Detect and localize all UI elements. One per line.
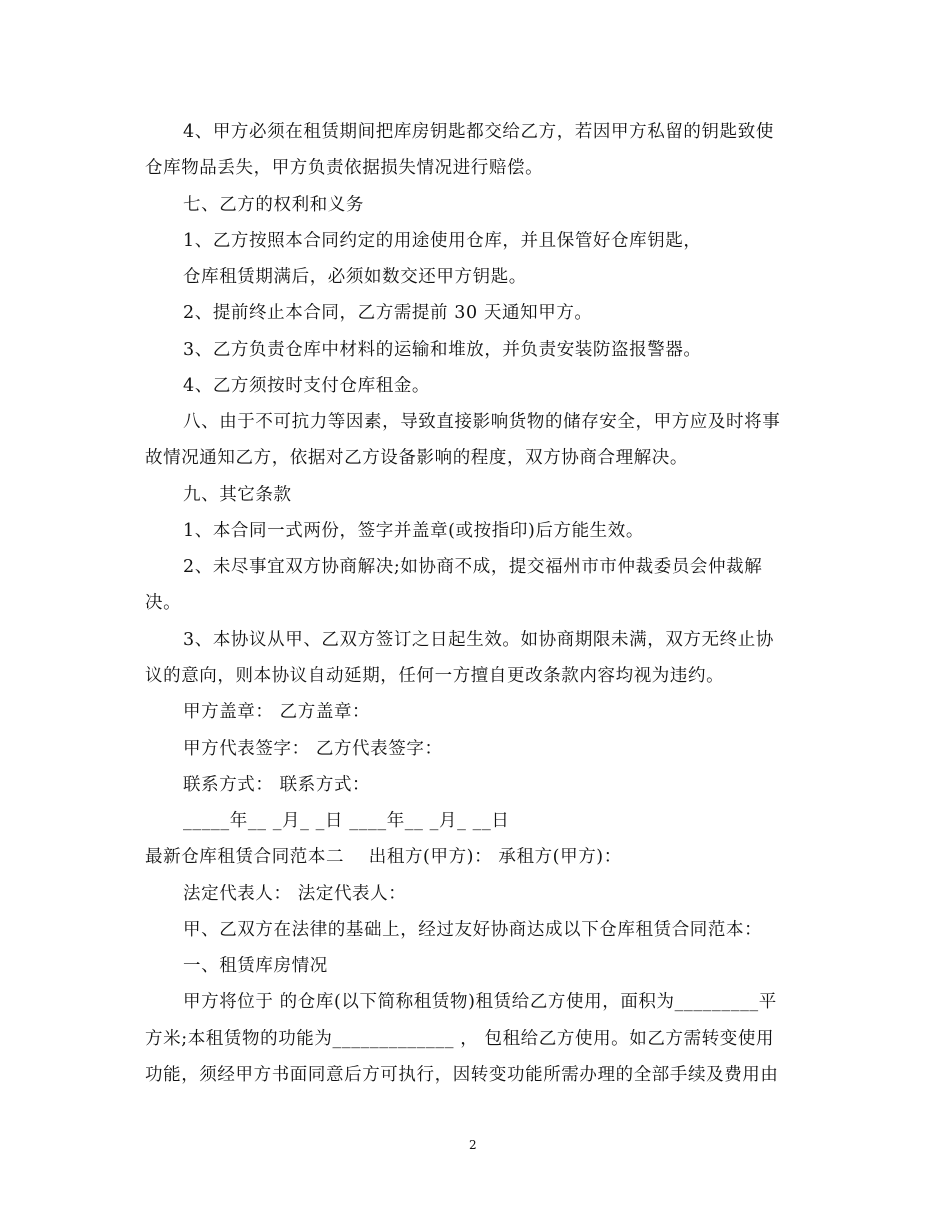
date-line: _____年__ _月_ _日 ____年__ _月_ __日 [183, 811, 510, 831]
text-line: 法定代表人： 法定代表人： [183, 884, 407, 904]
signature-line: 甲方代表签字： 乙方代表签字： [183, 739, 443, 759]
signature-line: 甲方盖章： 乙方盖章： [183, 702, 371, 722]
text-line: 甲方将位于 的仓库(以下简称租赁物)租赁给乙方使用，面积为_________平 [183, 992, 777, 1012]
text-line: 议的意向，则本协议自动延期，任何一方擅自更改条款内容均视为违约。 [145, 666, 725, 686]
page-number: 2 [469, 1138, 477, 1152]
text-line: 2、提前终止本合同，乙方需提前 30 天通知甲方。 [183, 303, 593, 323]
text-line: 1、乙方按照本合同约定的用途使用仓库，并且保管好仓库钥匙， [183, 231, 702, 251]
text-line: 仓库物品丢失，甲方负责依据损失情况进行赔偿。 [145, 158, 544, 178]
text-line: 仓库租赁期满后，必须如数交还甲方钥匙。 [183, 267, 527, 287]
text-line: 故情况通知乙方，依据对乙方设备影响的程度，双方协商合理解决。 [145, 448, 688, 468]
text-line: 3、本协议从甲、乙双方签订之日起生效。如协商期限未满，双方无终止协 [183, 630, 774, 650]
contact-line: 联系方式： 联系方式： [183, 775, 371, 795]
section-heading: 七、乙方的权利和义务 [183, 195, 364, 215]
text-line: 4、甲方必须在租赁期间把库房钥匙都交给乙方，若因甲方私留的钥匙致使 [183, 122, 774, 142]
text-line: 2、未尽事宜双方协商解决;如协商不成，提交福州市市仲裁委员会仲裁解 [183, 557, 763, 577]
section-heading: 一、租赁库房情况 [183, 956, 328, 976]
text-line: 决。 [145, 593, 182, 613]
contract-title-line: 最新仓库租赁合同范本二 出租方(甲方)： 承租方(甲方)： [145, 847, 622, 867]
text-line: 功能，须经甲方书面同意后方可执行，因转变功能所需办理的全部手续及费用由 [145, 1065, 779, 1085]
text-line: 方米;本租赁物的功能为_____________ ， 包租给乙方使用。如乙方需转变使用 [145, 1029, 775, 1049]
text-line: 甲、乙双方在法律的基础上，经过友好协商达成以下仓库租赁合同范本： [183, 920, 763, 940]
text-line: 1、本合同一式两份，签字并盖章(或按指印)后方能生效。 [183, 521, 644, 541]
text-line: 4、乙方须按时支付仓库租金。 [183, 376, 431, 396]
section-heading: 九、其它条款 [183, 485, 292, 505]
text-line: 3、乙方负责仓库中材料的运输和堆放，并负责安装防盗报警器。 [183, 340, 702, 360]
text-line: 八、由于不可抗力等因素，导致直接影响货物的储存安全，甲方应及时将事 [183, 412, 781, 432]
